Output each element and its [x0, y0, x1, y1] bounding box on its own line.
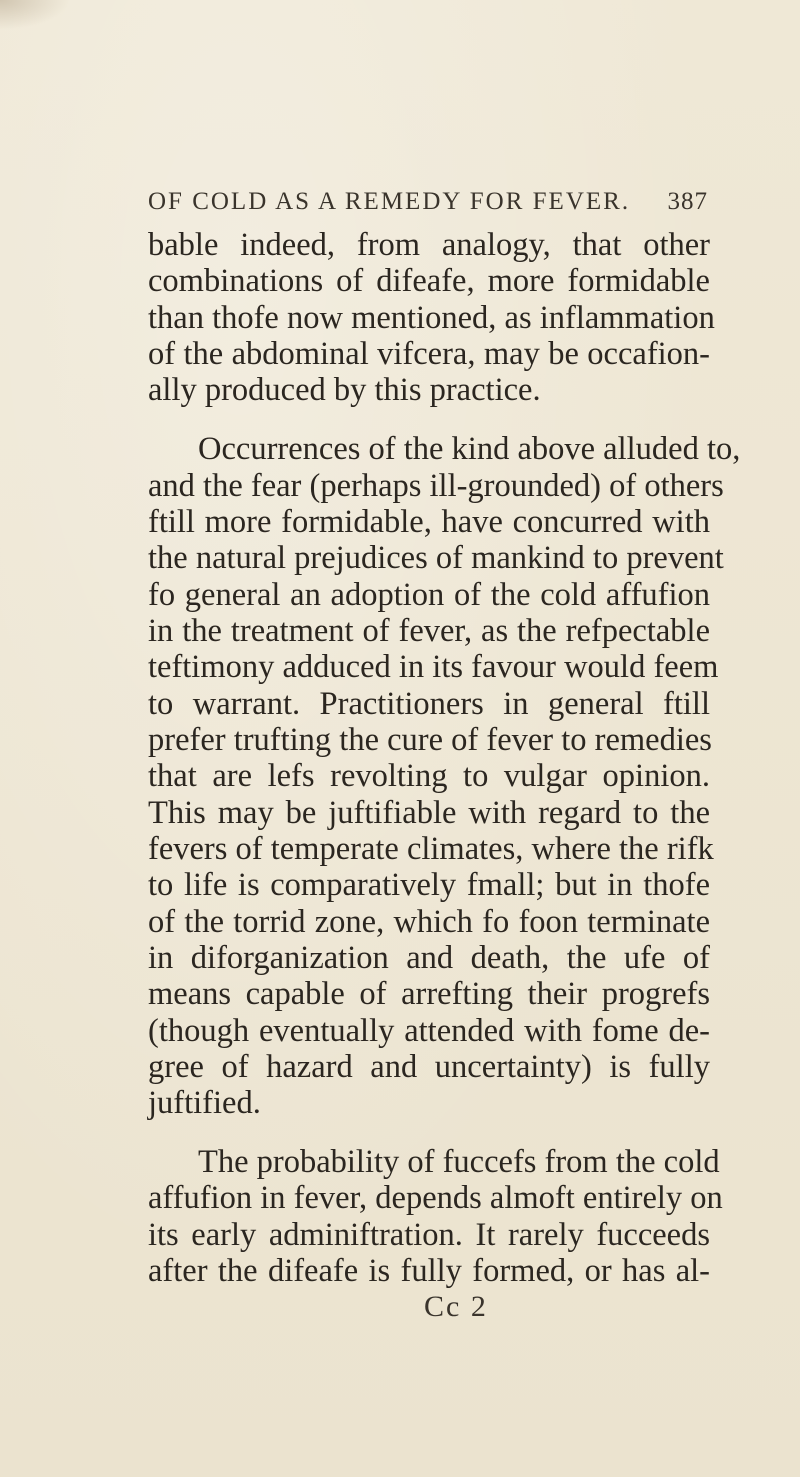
text-line: bable indeed, from analogy, that other: [148, 227, 710, 263]
text-line: than thofe now mentioned, as inflammation: [148, 300, 715, 336]
text-line: ftill more formidable, have concurred with: [148, 504, 710, 540]
text-line: gree of hazard and uncertainty) is fully: [148, 1049, 710, 1085]
text-line: that are lefs revolting to vulgar opinion.: [148, 758, 710, 794]
text-line: affufion in fever, depends almoft entirely on: [148, 1180, 723, 1216]
paper-stain: [0, 0, 70, 30]
text-line: Occurrences of the kind above alluded to,: [198, 431, 741, 467]
text-line: The probability of fuccefs from the cold: [198, 1144, 720, 1180]
text-line: and the fear (perhaps ill-grounded) of others: [148, 468, 724, 504]
text-line: prefer trufting the cure of fever to remedies: [148, 722, 712, 758]
text-line: to warrant. Practitioners in general ftill: [148, 686, 710, 722]
text-line: its early adminiftration. It rarely fucceeds: [148, 1217, 710, 1253]
text-line: This may be juftifiable with regard to the: [148, 795, 710, 831]
running-head: [148, 188, 708, 216]
running-head-title: OF COLD AS A REMEDY FOR FEVER.: [148, 188, 631, 215]
text-line: combinations of difeafe, more formidable: [148, 263, 710, 299]
text-line: the natural prejudices of mankind to prevent: [148, 540, 724, 576]
text-line: of the abdominal vifcera, may be occafion-: [148, 336, 710, 372]
text-line: (though eventually attended with fome de-: [148, 1013, 710, 1049]
text-line: in the treatment of fever, as the refpectable: [148, 613, 710, 649]
text-line: after the difeafe is fully formed, or has al-: [148, 1253, 710, 1289]
text-line: fo general an adoption of the cold affufion: [148, 577, 710, 613]
text-line: of the torrid zone, which fo foon terminate: [148, 904, 710, 940]
text-line: juftified.: [148, 1085, 261, 1121]
signature-mark: Cc 2: [424, 1290, 488, 1323]
text-line: ally produced by this practice.: [148, 372, 541, 408]
text-line: teftimony adduced in its favour would feem: [148, 649, 719, 685]
text-line: to life is comparatively fmall; but in thofe: [148, 867, 710, 903]
page-number: 387: [667, 188, 708, 215]
text-line: means capable of arrefting their progrefs: [148, 976, 710, 1012]
text-line: in diforganization and death, the ufe of: [148, 940, 710, 976]
text-line: fevers of temperate climates, where the rifk: [148, 831, 714, 867]
